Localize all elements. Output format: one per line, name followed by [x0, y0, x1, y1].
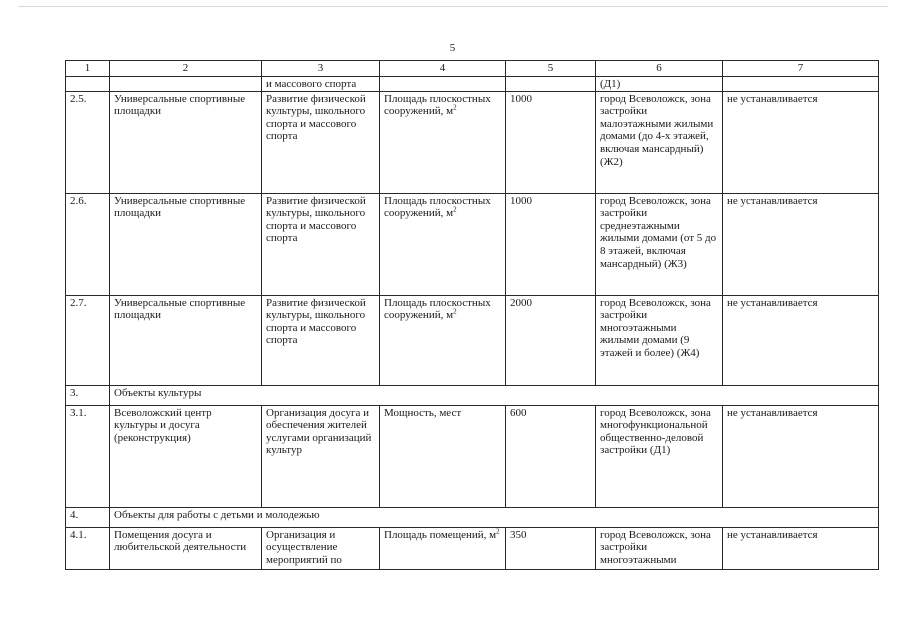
cell-value: 2000 [506, 295, 596, 385]
cell-zone: город Всеволожск, зона застройки малоэтажными жилыми домами (до 4-х этажей, включая мансардный) (Ж2) [596, 91, 723, 193]
data-table [65, 60, 879, 570]
cell-value [506, 77, 596, 92]
table-row [66, 91, 879, 193]
cell-purpose: Организация досуга и обеспечения жителей услугами организаций культур [262, 405, 380, 507]
cell-num: 2.7. [66, 295, 110, 385]
section-title: Объекты для работы с детьми и молодежью [110, 507, 879, 527]
cell-zone: город Всеволожск, зона застройки среднеэтажными жилыми домами (от 5 до 8 этажей, включая мансардный) (Ж3) [596, 193, 723, 295]
header-row [66, 61, 879, 77]
unit-superscript: 2 [453, 103, 457, 112]
section-title: Объекты культуры [110, 385, 879, 405]
cell-value: 1000 [506, 193, 596, 295]
header-col-2: 2 [110, 61, 262, 77]
header-col-4: 4 [380, 61, 506, 77]
cell-indicator [380, 527, 506, 569]
cell-num [66, 77, 110, 92]
cell-zone: город Всеволожск, зона многофункциональной общественно-деловой застройки (Д1) [596, 405, 723, 507]
cell-num: 4.1. [66, 527, 110, 569]
cell-accessibility: не устанавливается [723, 527, 879, 569]
cell-name: Универсальные спортивные площадки [110, 91, 262, 193]
cell-value: 1000 [506, 91, 596, 193]
page-top-edge [18, 6, 888, 7]
cell-name: Универсальные спортивные площадки [110, 193, 262, 295]
section-row [66, 385, 879, 405]
cell-indicator [380, 91, 506, 193]
cell-indicator [380, 295, 506, 385]
cell-name [110, 77, 262, 92]
cell-indicator [380, 77, 506, 92]
cell-name: Помещения досуга и любительской деятельности [110, 527, 262, 569]
indicator-text: Мощность, мест [384, 406, 462, 419]
cell-num: 3.1. [66, 405, 110, 507]
cell-accessibility [723, 77, 879, 92]
cell-zone: (Д1) [596, 77, 723, 92]
table-row [66, 405, 879, 507]
section-number: 3. [66, 385, 110, 405]
cell-num: 2.6. [66, 193, 110, 295]
cell-accessibility: не устанавливается [723, 405, 879, 507]
cell-zone: город Всеволожск, зона застройки многоэтажными [596, 527, 723, 569]
cell-accessibility: не устанавливается [723, 295, 879, 385]
indicator-text: Площадь плоскостных сооружений, м [384, 194, 491, 220]
cell-purpose: Организация и осуществление мероприятий по [262, 527, 380, 569]
cell-value: 350 [506, 527, 596, 569]
unit-superscript: 2 [453, 307, 457, 316]
table-row [66, 527, 879, 569]
indicator-text: Площадь помещений, м [384, 528, 497, 541]
section-row [66, 507, 879, 527]
cell-accessibility: не устанавливается [723, 193, 879, 295]
cell-purpose: Развитие физической культуры, школьного спорта и массового спорта [262, 91, 380, 193]
cell-indicator [380, 405, 506, 507]
unit-superscript: 2 [496, 526, 500, 535]
cell-value: 600 [506, 405, 596, 507]
section-number: 4. [66, 507, 110, 527]
table-row [66, 295, 879, 385]
header-col-3: 3 [262, 61, 380, 77]
cell-indicator [380, 193, 506, 295]
header-col-5: 5 [506, 61, 596, 77]
cell-purpose: и массового спорта [262, 77, 380, 92]
header-col-6: 6 [596, 61, 723, 77]
header-col-1: 1 [66, 61, 110, 77]
cell-name: Универсальные спортивные площадки [110, 295, 262, 385]
indicator-text: Площадь плоскостных сооружений, м [384, 296, 491, 322]
cell-num: 2.5. [66, 91, 110, 193]
cell-purpose: Развитие физической культуры, школьного спорта и массового спорта [262, 295, 380, 385]
unit-superscript: 2 [453, 205, 457, 214]
cell-purpose: Развитие физической культуры, школьного спорта и массового спорта [262, 193, 380, 295]
cell-accessibility: не устанавливается [723, 91, 879, 193]
header-col-7: 7 [723, 61, 879, 77]
indicator-text: Площадь плоскостных сооружений, м [384, 92, 491, 118]
cell-name: Всеволожский центр культуры и досуга (реконструкция) [110, 405, 262, 507]
page-number: 5 [449, 42, 456, 54]
table-row [66, 193, 879, 295]
continuation-row [66, 77, 879, 92]
cell-zone: город Всеволожск, зона застройки многоэтажными жилыми домами (9 этажей и более) (Ж4) [596, 295, 723, 385]
